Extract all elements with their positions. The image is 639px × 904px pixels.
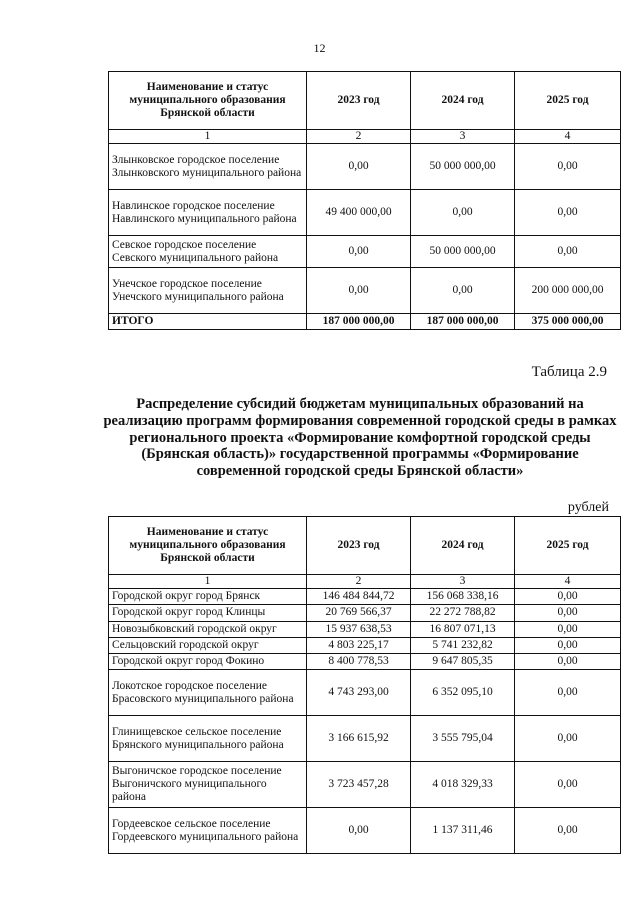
table-row (109, 621, 621, 637)
amount-cell: 0,00 (515, 621, 621, 637)
total-amount-cell: 375 000 000,00 (515, 314, 621, 330)
column-header-2025: 2025 год (515, 517, 621, 575)
column-header-2023: 2023 год (307, 517, 411, 575)
column-header-name: Наименование и статус муниципального образования Брянской области (109, 72, 307, 130)
amount-cell: 20 769 566,37 (307, 605, 411, 621)
column-index-row (109, 130, 621, 144)
total-amount-cell: 187 000 000,00 (307, 314, 411, 330)
amount-cell: 0,00 (307, 268, 411, 314)
table-row (109, 716, 621, 762)
column-header-2025: 2025 год (515, 72, 621, 130)
table-header-row (109, 72, 621, 130)
table-header-row (109, 517, 621, 575)
table-row (109, 808, 621, 854)
total-label-cell: ИТОГО (109, 314, 307, 330)
amount-cell: 16 807 071,13 (411, 621, 515, 637)
amount-cell: 0,00 (515, 716, 621, 762)
amount-cell: 0,00 (515, 762, 621, 808)
amount-cell: 0,00 (515, 670, 621, 716)
amount-cell: 9 647 805,35 (411, 654, 515, 670)
amount-cell: 4 018 329,33 (411, 762, 515, 808)
municipality-name-cell: Городской округ город Фокино (109, 654, 307, 670)
amount-cell: 0,00 (515, 589, 621, 605)
units-label: рублей (567, 500, 609, 515)
amount-cell: 0,00 (515, 654, 621, 670)
amount-cell: 3 166 615,92 (307, 716, 411, 762)
amount-cell: 0,00 (515, 190, 621, 236)
table-row (109, 589, 621, 605)
table-row (109, 605, 621, 621)
amount-cell: 49 400 000,00 (307, 190, 411, 236)
table-row (109, 637, 621, 653)
municipality-name-cell: Севское городское поселение Севского муниципального района (109, 236, 307, 268)
column-index-cell: 4 (515, 130, 621, 144)
municipality-name-cell: Унечское городское поселение Унечского муниципального района (109, 268, 307, 314)
amount-cell: 0,00 (307, 808, 411, 854)
amount-cell: 0,00 (307, 236, 411, 268)
amount-cell: 0,00 (515, 236, 621, 268)
column-index-cell: 2 (307, 130, 411, 144)
table-row (109, 654, 621, 670)
municipality-name-cell: Глинищевское сельское поселение Брянского муниципального района (109, 716, 307, 762)
amount-cell: 8 400 778,53 (307, 654, 411, 670)
municipality-name-cell: Сельцовский городской округ (109, 637, 307, 653)
municipality-name-cell: Городской округ город Брянск (109, 589, 307, 605)
amount-cell: 146 484 844,72 (307, 589, 411, 605)
column-index-cell: 4 (515, 575, 621, 589)
column-index-cell: 3 (411, 575, 515, 589)
table-row (109, 236, 621, 268)
amount-cell: 5 741 232,82 (411, 637, 515, 653)
amount-cell: 6 352 095,10 (411, 670, 515, 716)
municipality-name-cell: Злынковское городское поселение Злынковского муниципального района (109, 144, 307, 190)
table-caption: Таблица 2.9 (531, 364, 607, 380)
municipality-name-cell: Навлинское городское поселение Навлинского муниципального района (109, 190, 307, 236)
amount-cell: 4 743 293,00 (307, 670, 411, 716)
table-row (109, 670, 621, 716)
amount-cell: 0,00 (515, 144, 621, 190)
amount-cell: 0,00 (515, 808, 621, 854)
municipality-name-cell: Гордеевское сельское поселение Гордеевского муниципального района (109, 808, 307, 854)
section-title: Распределение субсидий бюджетам муниципальных образований на реализацию программ формирования современной городской среды в рамках регионального проекта «Формирование комфортной городской среды (Брянская область)» государственной программы «Формирование современной городской среды Брянской области» (103, 396, 617, 480)
amount-cell: 50 000 000,00 (411, 144, 515, 190)
amount-cell: 22 272 788,82 (411, 605, 515, 621)
municipality-name-cell: Новозыбковский городской округ (109, 621, 307, 637)
municipality-name-cell: Выгоничское городское поселение Выгоничского муниципального района (109, 762, 307, 808)
funding-table-2 (108, 516, 621, 854)
amount-cell: 1 137 311,46 (411, 808, 515, 854)
municipality-name-cell: Локотское городское поселение Брасовского муниципального района (109, 670, 307, 716)
amount-cell: 3 555 795,04 (411, 716, 515, 762)
column-header-2024: 2024 год (411, 72, 515, 130)
amount-cell: 3 723 457,28 (307, 762, 411, 808)
amount-cell: 50 000 000,00 (411, 236, 515, 268)
amount-cell: 200 000 000,00 (515, 268, 621, 314)
amount-cell: 0,00 (411, 190, 515, 236)
amount-cell: 0,00 (515, 637, 621, 653)
table-row (109, 762, 621, 808)
column-index-cell: 2 (307, 575, 411, 589)
column-header-2024: 2024 год (411, 517, 515, 575)
column-index-cell: 3 (411, 130, 515, 144)
municipality-name-cell: Городской округ город Клинцы (109, 605, 307, 621)
column-header-name: Наименование и статус муниципального образования Брянской области (109, 517, 307, 575)
amount-cell: 15 937 638,53 (307, 621, 411, 637)
column-index-cell: 1 (109, 575, 307, 589)
page-number: 12 (313, 41, 326, 55)
total-amount-cell: 187 000 000,00 (411, 314, 515, 330)
table-row (109, 144, 621, 190)
table-row (109, 268, 621, 314)
column-index-row (109, 575, 621, 589)
funding-table-1 (108, 71, 621, 330)
amount-cell: 0,00 (515, 605, 621, 621)
column-index-cell: 1 (109, 130, 307, 144)
amount-cell: 4 803 225,17 (307, 637, 411, 653)
table-row (109, 190, 621, 236)
column-header-2023: 2023 год (307, 72, 411, 130)
amount-cell: 0,00 (307, 144, 411, 190)
total-row (109, 314, 621, 330)
amount-cell: 156 068 338,16 (411, 589, 515, 605)
amount-cell: 0,00 (411, 268, 515, 314)
